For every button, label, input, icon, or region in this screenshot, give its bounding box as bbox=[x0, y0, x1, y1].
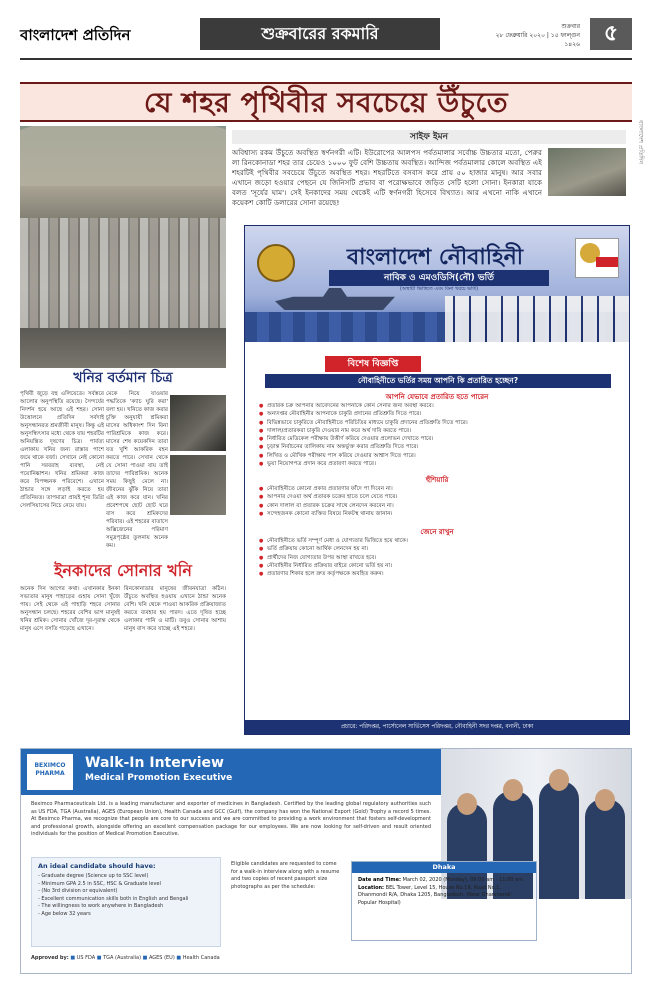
beximco-advert bbox=[20, 748, 632, 974]
navy-title: বাংলাদেশ নৌবাহিনী bbox=[346, 244, 524, 270]
qualification-box bbox=[31, 857, 221, 947]
person-figure bbox=[585, 799, 625, 899]
navy-subtitle-note: (অস্থায়ী ভিত্তিতে এবং বিনা খরচে ভর্তি) bbox=[399, 286, 479, 292]
approval-item: US FDA bbox=[76, 955, 96, 961]
qualification-item: - (No 3rd division or equivalent) bbox=[38, 888, 214, 896]
gold-column-2: রিনকোনাডার মানুষের জীবনযাত্রা কঠিন। উঁচুতে অবস্থিত হওয়ায় এখানে ঠান্ডা অনেক বেশি। খনি থেকে পাওয়া আকরিক প্রক্রিয়াজাত করতে ব্যবহার হয় পারদ। এতে দূষিত হচ্ছে এলাকার পানি ও মাটি। তবুও সোনার আশায় মানুষ বাস করে যাচ্ছে এই শহরে। bbox=[124, 586, 226, 632]
mine-column-2: মেকে নিয়ে যাওয়ার পদ্ধতিকে 'ক্যাচ ঘুরি করা' বলা হয়। খনিতে কাজ করার চুক্তি অনুযায়ী শ্রমিকরা মাসের অধিকাংশ দিন বিনা পারিশ্রমিকে কাজ করে। মাসের শেষ কয়েকদিন তারা যত খুশি আকরিক বহন করতে পারে। সেখান থেকে যে সোনা পাওয়া যায় তাই তাদের পারিশ্রমিক। অনেক সময় কিছুই মেলে না। জীবনের ঝুঁকি নিয়ে তারা এই কাজ করে যান। খনির প্রবেশপথে ছোট ছোট ঘরে বাস করে শ্রমিকদের পরিবার। এই শহরের বাতাসে অক্সিজেনের পরিমাণ সমুদ্রপৃষ্ঠের তুলনায় অনেক কম। bbox=[106, 391, 168, 549]
navy-emblem-icon bbox=[257, 244, 295, 282]
issue-date: ২৮ ফেব্রুয়ারি ২০২০ | ১৫ ফাল্গুন ১৪২৬ bbox=[495, 32, 580, 48]
approval-item: AGES (EU) bbox=[148, 955, 175, 961]
approval-bullet-icon: ■ bbox=[141, 955, 149, 961]
know-heading: জেনে রাখুন bbox=[420, 528, 454, 536]
caution-item: ● সন্দেহজনক কোনো ব্যক্তির বিষয়ে নিকটস্থ থানায় জানান। bbox=[259, 510, 619, 518]
mine-column-1: পৃথিবী জুড়ে বহু এলিয়েডে। সর্বস্তরে আলোর অনুপস্থিতি রয়েছে। সৈন্দর্যের নিদর্শন হয়ে আছে এই শহর। সোনা উত্তোলনে প্রতিদিন সর্বদাই অনুসন্ধানরত শ্রমজীবী মানুষ। কিন্তু এই অনুসন্ধিৎসার মধ্যে থেকে যায় শহরটির অনিয়ন্ত্রিত দূষণের চিত্র। পার্বত্য এলাকায় খনির জন্য রাস্তার পাশে জমে থাকে বর্জ্য। সেখানে নেই কোনো পানি সরবরাহ ব্যবস্থা, নেই পয়োনিষ্কাশন। খনির শ্রমিকরা কাজ করে বিপজ্জনক পরিবেশে। এখানে ঠান্ডার সঙ্গে লড়াই করতে হয় প্রতিনিয়ত। তাপমাত্রা প্রায়ই শূন্য ডিগ্রি সেলসিয়াসের নিচে নেমে যায়। bbox=[20, 391, 104, 509]
know-item: ● ভর্তি প্রক্রিয়ায় কোনো আর্থিক লেনদেন হয় না। bbox=[259, 545, 619, 553]
logo-text-part1: বাংলাদেশ bbox=[20, 26, 78, 44]
city-side-photo bbox=[548, 148, 626, 196]
mountain-shape bbox=[20, 126, 226, 186]
person-head bbox=[457, 793, 477, 815]
section-title: শুক্রবারের রকমারি bbox=[200, 18, 440, 50]
approval-item: TGA (Australia) bbox=[103, 955, 142, 961]
miner-photo bbox=[170, 395, 226, 451]
houses-shape bbox=[20, 218, 226, 328]
know-item: ● নৌবাহিনীর নির্ধারিত প্রক্রিয়ার বাইরে কোনো ভর্তি হয় না। bbox=[259, 562, 619, 570]
navy-banner bbox=[245, 226, 629, 342]
person-head bbox=[549, 769, 569, 791]
article-byline: সাইফ ইমন bbox=[232, 130, 626, 144]
qualification-list bbox=[38, 873, 214, 918]
qualification-item: - Minimum GPA 2.5 in SSC, HSC & Graduate level bbox=[38, 881, 214, 889]
approval-item: Health Canada bbox=[182, 955, 220, 961]
warning-item: ● অন্যদপ্তর নৌবাহিনীর আপনাকে চাকুরি প্রদানের প্রতিশ্রুতি দিতে পারে। bbox=[259, 410, 619, 418]
badge-tag-icon bbox=[596, 257, 618, 267]
miner-photo-2 bbox=[170, 455, 226, 515]
venue-box bbox=[351, 861, 537, 941]
warning-list bbox=[259, 402, 619, 468]
gold-column-1: অনেক দিন আগের কথা। এখানকার ইনকা সভ্যতার মানুষ পাহাড়ের গুহায় সোনা খুঁজে পায়। সেই থেকে এই পাহাড়ি শহরে সোনার অনুসন্ধান চলছে। শহরের বেশির ভাগ মানুষই খনির শ্রমিক। সোনার খোঁজে দূর-দূরান্ত থেকে মানুষ এসে বসতি গড়েছে এখানে। bbox=[20, 586, 120, 632]
warning-item: ● লিখিত ও মৌখিক পরীক্ষায় পাস করিয়ে দেওয়ার আশ্বাস দিতে পারে। bbox=[259, 452, 619, 460]
caution-list bbox=[259, 485, 619, 518]
headline-band bbox=[20, 82, 632, 122]
approved-label: Approved by: bbox=[31, 955, 69, 961]
page-number: ৫ bbox=[590, 18, 632, 50]
caution-item: ● আপনার দেওয়া অর্থ প্রতারক চক্রের হাতে চলে যেতে পারে। bbox=[259, 493, 619, 501]
warning-item: ● বিভিন্নভাবে চাকুরিতে নৌবাহিনীতে পরিচিতির মাধ্যমে চাকুরি প্রদানের প্রতিশ্রুতি দিতে পারে। bbox=[259, 419, 619, 427]
qualification-heading: An ideal candidate should have: bbox=[38, 862, 156, 870]
approvals-list bbox=[70, 955, 219, 961]
company-intro: Beximco Pharmaceuticals Ltd. is a leading manufacturer and exporter of medicines in Bangladesh. Certified by the leading global regulatory authorities such as US FDA, TGA (Australia), AGES (European Union), Health Canada and GCC (Gulf), the company has won the National Export (Gold) Trophy a record 5 times. At Beximco Pharma, we recognize that people are core to our success and we are committed to providing a work environment that fosters self-development and professional growth, alongside offering an excellent compensation package for our employees. We are now looking for self-driven and result oriented individuals for the position of Medical Promotion Executive. bbox=[31, 801, 431, 837]
city-photo bbox=[20, 126, 226, 328]
know-list bbox=[259, 537, 619, 578]
logo-text-part2: প্রতিদিন bbox=[82, 26, 131, 44]
approval-bullet-icon: ■ bbox=[70, 955, 77, 961]
gold-heading: ইনকাদের সোনার খনি bbox=[54, 561, 192, 580]
caution-item: ● কোন দালাল বা প্রতারক চক্রের সাথে লেনদেন করবেন না। bbox=[259, 502, 619, 510]
approval-bullet-icon: ■ bbox=[95, 955, 104, 961]
masthead-divider bbox=[20, 58, 632, 60]
issue-day: শুক্রবার bbox=[561, 23, 580, 30]
date-block bbox=[488, 22, 580, 49]
warning-item: ● নির্ধারিত মেডিকেল পরীক্ষায় উত্তীর্ণ করিয়ে দেওয়ার প্রলোভন দেখাতে পারে। bbox=[259, 435, 619, 443]
warning-heading: আপনি যেভাবে প্রতারিত হতে পারেন bbox=[385, 393, 489, 401]
venue-city: Dhaka bbox=[352, 862, 536, 873]
mujib-year-badge bbox=[575, 238, 619, 278]
know-item: ● নৌবাহিনীতে ভর্তি সম্পূর্ণ মেধা ও যোগ্যতার ভিত্তিতে হয়ে থাকে। bbox=[259, 537, 619, 545]
mine-photo bbox=[20, 328, 226, 368]
venue-date: March 02, 2020 (Monday), 09:00 am - 11:00 am bbox=[402, 877, 523, 883]
qualification-item: - Excellent communication skills both in English and Bengali bbox=[38, 896, 214, 904]
vertical-side-strip: বাংলাদেশ প্রতিদিন bbox=[637, 120, 644, 165]
navy-subtitle: নাবিক ও এমওডিসি(নৌ) ভর্তি bbox=[329, 270, 549, 286]
caution-item: ● নৌবাহিনীতে কোনো প্রকার প্রতারণার ফাঁদে পা দিবেন না। bbox=[259, 485, 619, 493]
venue-details bbox=[352, 873, 536, 911]
navy-footer: প্রচারে: পরিদপ্তর, পার্সোনেল সার্ভিসেস পরিদপ্তর, নৌবাহিনী সদর দপ্তর, বনানী, ঢাকা bbox=[245, 720, 629, 734]
advert-title: Walk-In Interview bbox=[85, 755, 224, 771]
person-head bbox=[503, 779, 523, 801]
advert-subtitle: Medical Promotion Executive bbox=[85, 773, 233, 783]
qualification-item: - The willingness to work anywhere in Bangladesh bbox=[38, 903, 214, 911]
newspaper-logo[interactable] bbox=[20, 24, 170, 52]
warning-item: ● ভুয়া নিয়োগপত্র প্রদান করে প্রতারণা করতে পারে। bbox=[259, 460, 619, 468]
logo-line-2: PHARMA bbox=[35, 770, 65, 777]
walkin-note: Eligible candidates are requested to come for a walk-in interview along with a resume and two copies of recent passport size photographs as per the schedule: bbox=[231, 861, 340, 890]
beximco-tagline: here's to life bbox=[37, 785, 63, 790]
venue-location: BEL Tower, Level 15, House No.19, Road No.1, Dhanmondi R/A, Dhaka 1205, Bangladesh. (Near Dhanmondi Popular Hospital) bbox=[358, 884, 511, 906]
special-notice-label: বিশেষ বিজ্ঞপ্তি bbox=[325, 356, 421, 372]
know-item: ● প্রার্থীদের নিজ যোগ্যতার উপর আস্থা রাখতে হবে। bbox=[259, 554, 619, 562]
sailors-image bbox=[445, 296, 629, 342]
approval-bullet-icon: ■ bbox=[174, 955, 183, 961]
mine-heading-band bbox=[20, 368, 226, 388]
city-article-body: অবিশ্বাস্য রকম উঁচুতে অবস্থিত স্বর্ণনগরী এটি। ইউরোপের আলপস পর্বতমালার সর্বোচ্চ উচ্চতার মতো, পেরুর লা রিনকোনাডা শহর তার চেয়েও ১০০০ ফুট বেশি উচ্চতায় অবস্থিত। আন্দিজ পর্বতমালার কোলে অবস্থিত এই শহরটিই পৃথিবীর সবচেয়ে উঁচুতে অবস্থিত শহর। শহরটিতে বসবাস করে প্রায় ৫০ হাজার মানুষ। আর সবার এখানে জড়ো হওয়ার পেছনে যে জিনিসটি প্রভাব বা পরোক্ষভাবে জড়িত সেটি হলো সোনা। ইনকারা যাকে বলত 'সূর্যের ঘাম'। সেই ইনকাদের সময় থেকেই এটি স্বর্ণনগরী হিসেবে বিখ্যাত। আর এখনো নাকি এখানে কয়েকশ কোটি ডলারের সোনা রয়েছে! bbox=[232, 148, 542, 207]
navy-advert bbox=[244, 225, 630, 735]
gold-heading-band bbox=[20, 560, 226, 582]
masthead bbox=[0, 0, 650, 62]
logo-line-1: BEXIMCO bbox=[34, 762, 66, 769]
qualification-item: - Age below 32 years bbox=[38, 911, 214, 919]
person-head bbox=[595, 789, 615, 811]
caution-heading: হুঁশিয়ারি bbox=[425, 476, 449, 484]
warning-item: ● চূড়ান্ত নির্বাচনের তালিকায় নাম অন্তর্ভুক্ত করার প্রতিশ্রুতি দিতে পারে। bbox=[259, 443, 619, 451]
notice-question: নৌবাহিনীতে ভর্তির সময় আপনি কি প্রতারিত হচ্ছেন? bbox=[265, 374, 611, 388]
main-headline: যে শহর পৃথিবীর সবচেয়ে উঁচুতে bbox=[143, 86, 509, 119]
venue-location-label: Location: bbox=[358, 884, 385, 891]
person-figure bbox=[539, 781, 579, 899]
warning-item: ● দালাল/প্রতারকরা চাকুরি দেওয়ার নাম করে অর্থ দাবি করতে পারে। bbox=[259, 427, 619, 435]
approvals-row bbox=[31, 955, 621, 961]
warning-item: ● প্রতারক চক্র আপনার আবেদনের আপনাকে কোন সেনার জন্য অবস্থা করবে। bbox=[259, 402, 619, 410]
mine-heading: খনির বর্তমান চিত্র bbox=[73, 370, 173, 386]
know-item: ● প্রতারণার শিকার হলে দ্রুত কর্তৃপক্ষকে অবহিত করুন। bbox=[259, 570, 619, 578]
venue-date-label: Date and Time: bbox=[358, 877, 402, 883]
qualification-item: - Graduate degree (Science up to SSC level) bbox=[38, 873, 214, 881]
